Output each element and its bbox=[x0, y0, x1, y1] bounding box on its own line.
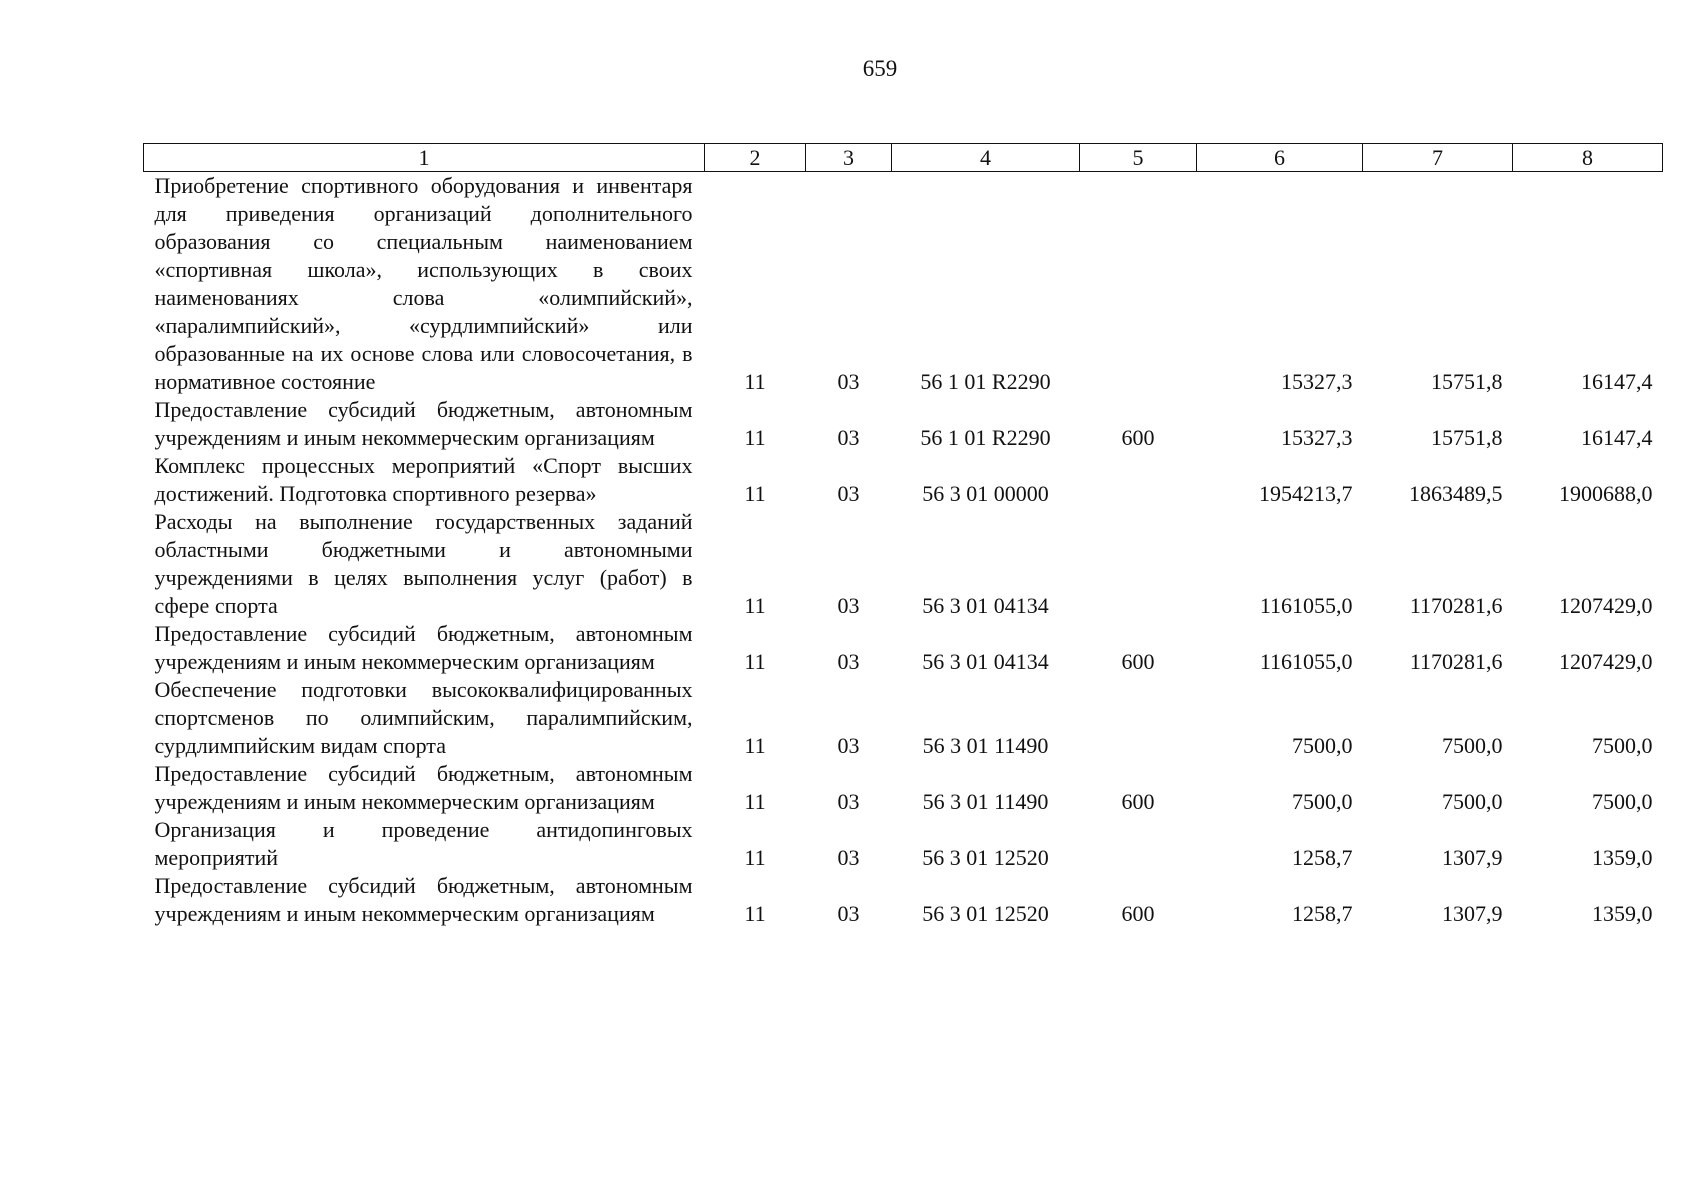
row-description: Предоставление субсидий бюджетным, автономным учреждениям и иным некоммерческим организациям bbox=[154, 761, 693, 814]
page-number: 659 bbox=[862, 56, 898, 81]
subsection-code: 03 bbox=[837, 649, 860, 674]
table-header bbox=[144, 144, 1663, 172]
amount-year-2: 7500,0 bbox=[1442, 733, 1503, 758]
row-description: Организация и проведение антидопинговых мероприятий bbox=[154, 817, 693, 870]
section-code: 11 bbox=[744, 845, 766, 870]
subsection-code: 03 bbox=[837, 845, 860, 870]
expense-type-code bbox=[1080, 816, 1197, 872]
amount-year-2: 15751,8 bbox=[1431, 425, 1503, 450]
amount-year-2: 15751,8 bbox=[1431, 369, 1503, 394]
subsection-code: 03 bbox=[837, 733, 860, 758]
amount-year-3: 1900688,0 bbox=[1559, 481, 1653, 506]
section-code: 11 bbox=[744, 649, 766, 674]
table-row bbox=[144, 508, 1663, 620]
column-number: 2 bbox=[705, 144, 806, 172]
target-article-code: 56 3 01 12520 bbox=[922, 845, 1049, 870]
subsection-code: 03 bbox=[837, 901, 860, 926]
table-row bbox=[144, 396, 1663, 452]
amount-year-3: 16147,4 bbox=[1581, 369, 1653, 394]
section-code: 11 bbox=[744, 733, 766, 758]
amount-year-2: 1307,9 bbox=[1442, 901, 1503, 926]
expense-type-code bbox=[1080, 676, 1197, 760]
amount-year-3: 1359,0 bbox=[1592, 901, 1653, 926]
table-row bbox=[144, 620, 1663, 676]
row-description: Расходы на выполнение государственных заданий областными бюджетными и автономными учреждениями в целях выполнения услуг (работ) в сфере спорта bbox=[154, 509, 693, 618]
section-code: 11 bbox=[744, 369, 766, 394]
table-body bbox=[144, 172, 1663, 929]
subsection-code: 03 bbox=[837, 593, 860, 618]
column-number: 5 bbox=[1080, 144, 1197, 172]
amount-year-3: 1207429,0 bbox=[1559, 593, 1653, 618]
row-description: Комплекс процессных мероприятий «Спорт высших достижений. Подготовка спортивного резерва» bbox=[154, 453, 693, 506]
table-row bbox=[144, 172, 1663, 397]
target-article-code: 56 3 01 11490 bbox=[922, 789, 1049, 814]
column-number: 3 bbox=[806, 144, 892, 172]
amount-year-2: 7500,0 bbox=[1442, 789, 1503, 814]
table-row bbox=[144, 760, 1663, 816]
row-description: Обеспечение подготовки высококвалифицированных спортсменов по олимпийским, паралимпийским, сурдлимпийским видам спорта bbox=[154, 677, 693, 758]
row-description: Приобретение спортивного оборудования и инвентаря для приведения организаций дополнительного образования со специальным наименованием «спортивная школа», использующих в своих наименованиях слова «олимпийский», «паралимпийский», «сурдлимпийский» или образованные на их основе слова или словосочетания, в нормативное состояние bbox=[154, 173, 693, 394]
amount-year-1: 1161055,0 bbox=[1259, 649, 1353, 674]
column-number: 8 bbox=[1513, 144, 1663, 172]
amount-year-3: 1359,0 bbox=[1592, 845, 1653, 870]
budget-table bbox=[143, 143, 1663, 928]
row-description: Предоставление субсидий бюджетным, автономным учреждениям и иным некоммерческим организациям bbox=[154, 621, 693, 674]
target-article-code: 56 3 01 04134 bbox=[922, 649, 1049, 674]
expense-type-code bbox=[1080, 452, 1197, 508]
amount-year-2: 1307,9 bbox=[1442, 845, 1503, 870]
row-description: Предоставление субсидий бюджетным, автономным учреждениям и иным некоммерческим организациям bbox=[154, 873, 693, 926]
expense-type-code bbox=[1080, 172, 1197, 397]
row-description: Предоставление субсидий бюджетным, автономным учреждениям и иным некоммерческим организациям bbox=[154, 397, 693, 450]
amount-year-1: 1161055,0 bbox=[1259, 593, 1353, 618]
expense-type-code: 600 bbox=[1121, 901, 1155, 926]
expense-type-code: 600 bbox=[1121, 649, 1155, 674]
table-row bbox=[144, 452, 1663, 508]
column-number: 7 bbox=[1363, 144, 1513, 172]
amount-year-3: 1207429,0 bbox=[1559, 649, 1653, 674]
column-number: 6 bbox=[1197, 144, 1363, 172]
amount-year-1: 1258,7 bbox=[1292, 901, 1353, 926]
amount-year-1: 15327,3 bbox=[1281, 425, 1353, 450]
column-number-row bbox=[144, 144, 1663, 172]
section-code: 11 bbox=[744, 481, 766, 506]
column-number: 4 bbox=[892, 144, 1080, 172]
subsection-code: 03 bbox=[837, 789, 860, 814]
target-article-code: 56 1 01 R2290 bbox=[920, 369, 1051, 394]
table-row bbox=[144, 676, 1663, 760]
target-article-code: 56 1 01 R2290 bbox=[920, 425, 1051, 450]
subsection-code: 03 bbox=[837, 481, 860, 506]
amount-year-1: 1954213,7 bbox=[1259, 481, 1353, 506]
section-code: 11 bbox=[744, 593, 766, 618]
subsection-code: 03 bbox=[837, 425, 860, 450]
target-article-code: 56 3 01 00000 bbox=[922, 481, 1049, 506]
section-code: 11 bbox=[744, 901, 766, 926]
amount-year-3: 7500,0 bbox=[1592, 733, 1653, 758]
expense-type-code: 600 bbox=[1121, 789, 1155, 814]
expense-type-code: 600 bbox=[1121, 425, 1155, 450]
target-article-code: 56 3 01 11490 bbox=[922, 733, 1049, 758]
amount-year-3: 7500,0 bbox=[1592, 789, 1653, 814]
column-number: 1 bbox=[144, 144, 705, 172]
amount-year-2: 1863489,5 bbox=[1409, 481, 1503, 506]
amount-year-2: 1170281,6 bbox=[1409, 593, 1503, 618]
section-code: 11 bbox=[744, 425, 766, 450]
amount-year-1: 7500,0 bbox=[1292, 733, 1353, 758]
target-article-code: 56 3 01 04134 bbox=[922, 593, 1049, 618]
subsection-code: 03 bbox=[837, 369, 860, 394]
amount-year-1: 7500,0 bbox=[1292, 789, 1353, 814]
amount-year-2: 1170281,6 bbox=[1409, 649, 1503, 674]
table-row bbox=[144, 816, 1663, 872]
amount-year-1: 15327,3 bbox=[1281, 369, 1353, 394]
section-code: 11 bbox=[744, 789, 766, 814]
expense-type-code bbox=[1080, 508, 1197, 620]
amount-year-1: 1258,7 bbox=[1292, 845, 1353, 870]
table-row bbox=[144, 872, 1663, 928]
amount-year-3: 16147,4 bbox=[1581, 425, 1653, 450]
target-article-code: 56 3 01 12520 bbox=[922, 901, 1049, 926]
